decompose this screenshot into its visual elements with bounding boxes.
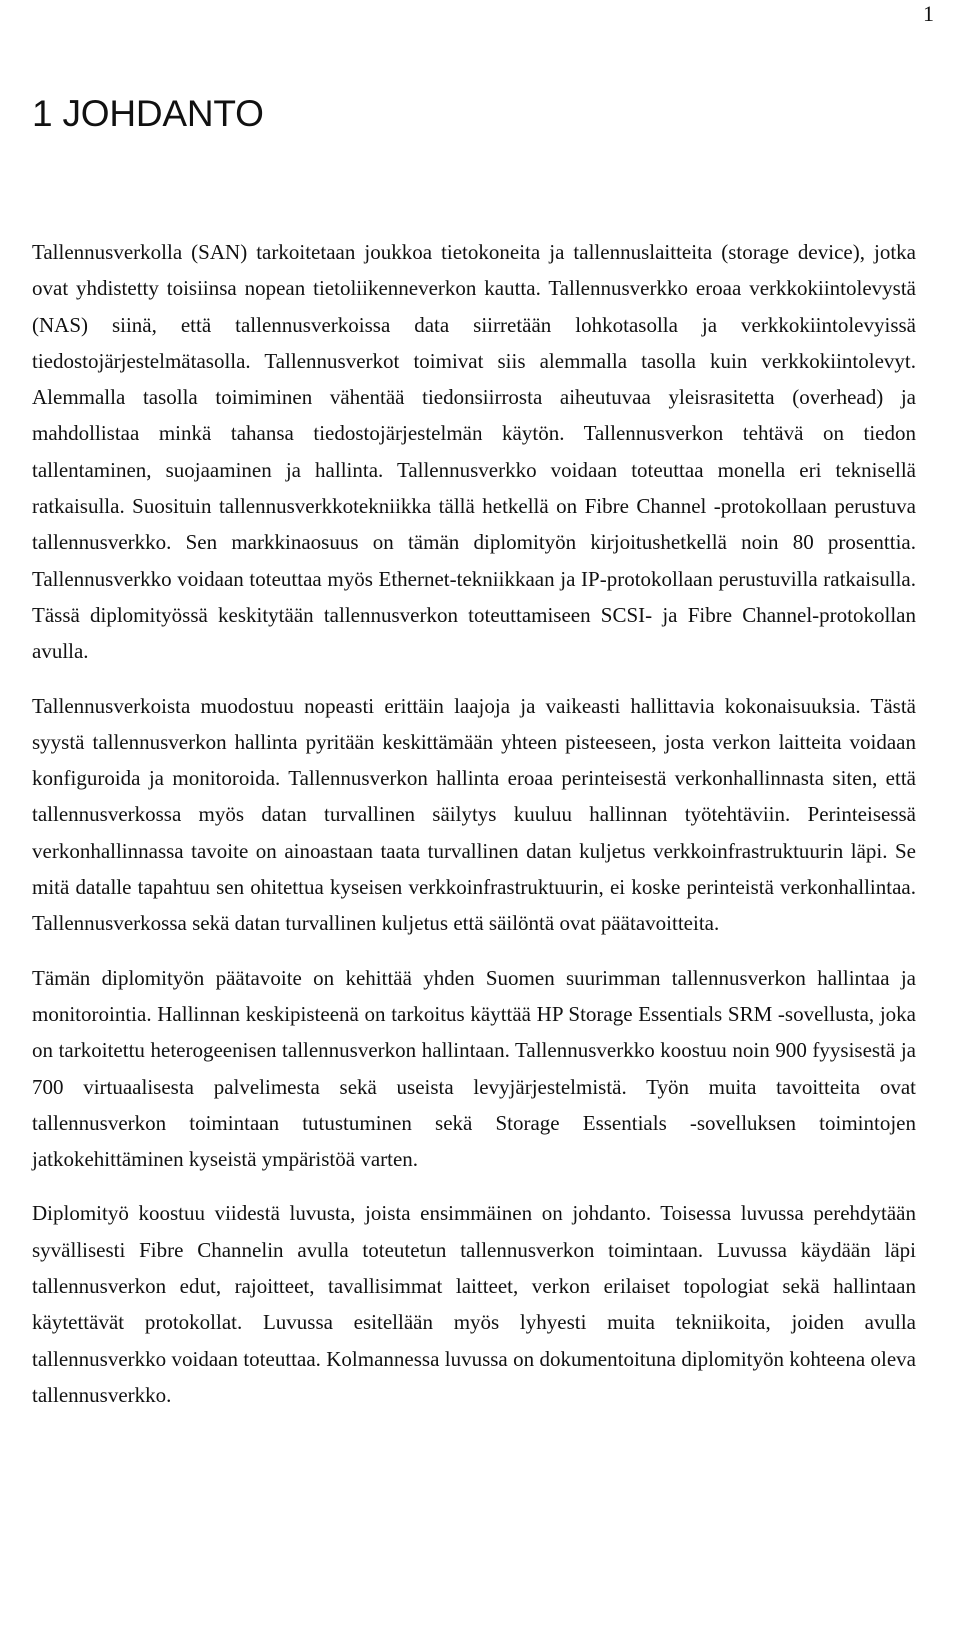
body-text <box>32 234 916 1431</box>
paragraph-san-definition: Tallennusverkolla (SAN) tarkoitetaan joukkoa tietokoneita ja tallennuslaitteita (storage device), jotka ovat yhdistetty toisiinsa nopean tietoliikenneverkon kautta. Tallennusverkko eroaa verkkokiintolevystä (NAS) siinä, että tallennusverkoissa data siirretään lohkotasolla ja verkkokiintolevyissä tiedostojärjestelmätasolla. Tallennusverkot toimivat siis alemmalla tasolla kuin verkkokiintolevyt. Alemmalla tasolla toimiminen vähentää tiedonsiirrosta aiheutuvaa yleisrasitetta (overhead) ja mahdollistaa minkä tahansa tiedostojärjestelmän käytön. Tallennusverkon tehtävä on tiedon tallentaminen, suojaaminen ja hallinta. Tallennusverkko voidaan toteuttaa monella eri teknisellä ratkaisulla. Suosituin tallennusverkkotekniikka tällä hetkellä on Fibre Channel -protokollaan perustuva tallennusverkko. Sen markkinaosuus on tämän diplomityön kirjoitushetkellä noin 80 prosenttia. Tallennusverkko voidaan toteuttaa myös Ethernet-tekniikkaan ja IP-protokollaan perustuvilla ratkaisulla. Tässä diplomityössä keskitytään tallennusverkon toteuttamiseen SCSI- ja Fibre Channel-protokollan avulla. <box>32 240 916 664</box>
paragraph-san-management: Tallennusverkoista muodostuu nopeasti erittäin laajoja ja vaikeasti hallittavia kokonaisuuksia. Tästä syystä tallennusverkon hallinta pyritään keskittämään yhteen pisteeseen, josta verkon laitteita voidaan konfiguroida ja monitoroida. Tallennusverkon hallinta eroaa perinteisestä verkonhallinnasta siten, että tallennusverkossa myös datan turvallinen säilytys kuuluu hallinnan työtehtäviin. Perinteisessä verkonhallinnassa tavoite on ainoastaan taata turvallinen datan kuljetus verkkoinfrastruktuurin läpi. Se mitä datalle tapahtuu sen ohitettua kyseisen verkkoinfrastruktuurin, ei koske perinteistä verkonhallintaa. Tallennusverkossa sekä datan turvallinen kuljetus että säilöntä ovat päätavoitteita. <box>32 693 916 936</box>
paragraph-thesis-goals: Tämän diplomityön päätavoite on kehittää yhden Suomen suurimman tallennusverkon hallintaa ja monitorointia. Hallinnan keskipisteenä on tarkoitus käyttää HP Storage Essentials SRM -sovellusta, joka on tarkoitettu heterogeenisen tallennusverkon hallintaan. Tallennusverkko koostuu noin 900 fyysisestä ja 700 virtuaalisesta palvelimesta sekä useista levyjärjestelmistä. Työn muita tavoitteita ovat tallennusverkon toimintaan tutustuminen sekä Storage Essentials -sovelluksen toimintojen jatkokehittäminen kyseistä ympäristöä varten. <box>32 965 916 1172</box>
chapter-heading: 1 JOHDANTO <box>32 93 264 134</box>
page-number: 1 <box>923 1 934 26</box>
paragraph-thesis-structure: Diplomityö koostuu viidestä luvusta, joista ensimmäinen on johdanto. Toisessa luvussa perehdytään syvällisesti Fibre Channelin avulla toteutetun tallennusverkon toimintaan. Luvussa käydään läpi tallennusverkon edut, rajoitteet, tavallisimmat laitteet, verkon erilaiset topologiat sekä hallintaan käytettävät protokollat. Luvussa esitellään myös lyhyesti muita tekniikoita, joiden avulla tallennusverkko voidaan toteuttaa. Kolmannessa luvussa on dokumentoituna diplomityön kohteena oleva tallennusverkko. <box>32 1201 916 1407</box>
